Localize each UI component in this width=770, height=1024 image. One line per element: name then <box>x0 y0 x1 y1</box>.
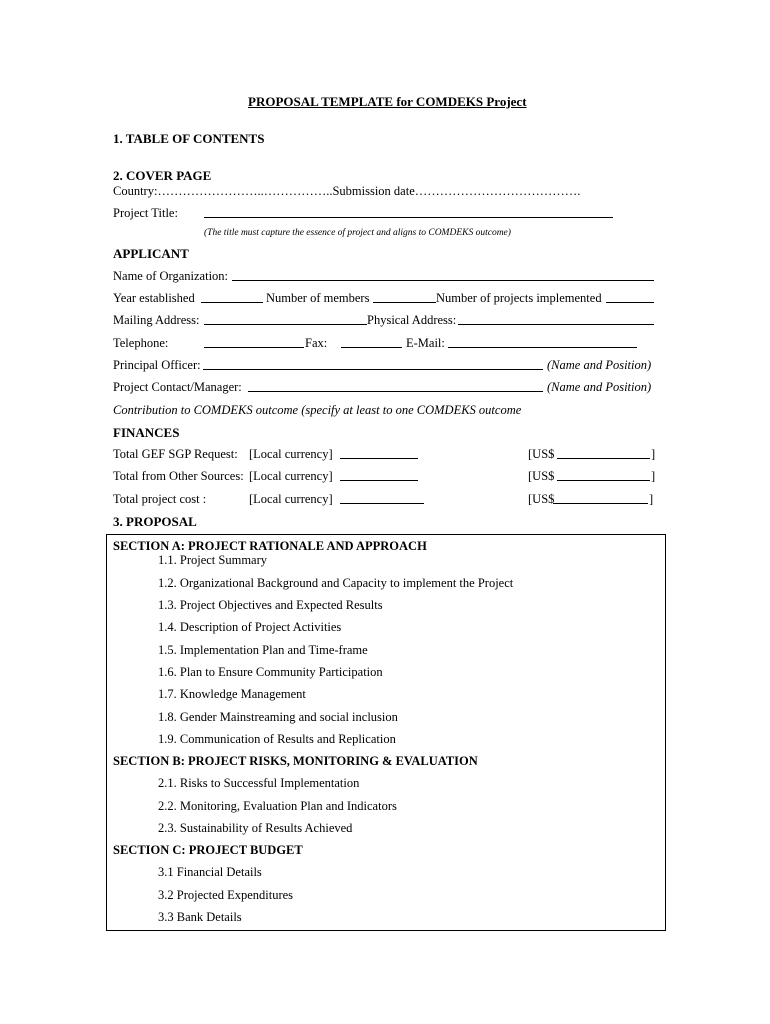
principal-name-position: (Name and Position) <box>547 358 652 372</box>
project-contact-field[interactable] <box>248 391 543 392</box>
section-item: 1.3. Project Objectives and Expected Results <box>158 598 383 612</box>
section-item: 1.9. Communication of Results and Replication <box>158 732 396 746</box>
project-title-note: (The title must capture the essence of project and aligns to COMDEKS outcome) <box>204 228 511 238</box>
telephone-field[interactable] <box>204 347 304 348</box>
members-field[interactable] <box>373 302 436 303</box>
finance-local-currency: [Local currency] <box>249 492 333 506</box>
finance-local-field[interactable] <box>340 480 418 481</box>
cover-page-heading: 2. COVER PAGE <box>113 168 212 183</box>
section-item: 1.6. Plan to Ensure Community Participation <box>158 665 383 679</box>
proposal-heading: 3. PROPOSAL <box>113 514 197 529</box>
finance-us-close: ] <box>651 469 656 483</box>
finance-row-label: Total project cost : <box>113 492 207 506</box>
principal-officer-field[interactable] <box>203 369 543 370</box>
section-item: 1.2. Organizational Background and Capacity to implement the Project <box>158 576 514 590</box>
fax-field[interactable] <box>341 347 402 348</box>
fax-label: Fax: <box>305 336 328 350</box>
country-submission-line: Country:……………………..……………..Submission date…………………………………. <box>113 184 581 198</box>
telephone-label: Telephone: <box>113 336 169 350</box>
email-field[interactable] <box>448 347 637 348</box>
year-established-label: Year established <box>113 291 195 305</box>
section-a-heading: SECTION A: PROJECT RATIONALE AND APPROACH <box>113 539 427 553</box>
finance-us-label: [US$ <box>528 447 555 461</box>
finance-row-label: Total GEF SGP Request: <box>113 447 238 461</box>
section-item: 3.3 Bank Details <box>158 910 242 924</box>
section-item: 1.5. Implementation Plan and Time-frame <box>158 643 368 657</box>
project-contact-label: Project Contact/Manager: <box>113 380 242 394</box>
email-label: E-Mail: <box>406 336 445 350</box>
physical-address-label: Physical Address: <box>367 313 457 327</box>
finance-us-field[interactable] <box>553 503 648 504</box>
finance-local-currency: [Local currency] <box>249 469 333 483</box>
section-item: 2.3. Sustainability of Results Achieved <box>158 821 353 835</box>
principal-officer-label: Principal Officer: <box>113 358 201 372</box>
finance-us-label: [US$ <box>528 492 555 506</box>
physical-address-field[interactable] <box>458 324 654 325</box>
finance-us-label: [US$ <box>528 469 555 483</box>
section-item: 3.1 Financial Details <box>158 865 262 879</box>
organization-field[interactable] <box>232 280 654 281</box>
mailing-address-label: Mailing Address: <box>113 313 200 327</box>
section-item: 1.8. Gender Mainstreaming and social inclusion <box>158 710 398 724</box>
projects-implemented-label: Number of projects implemented <box>436 291 602 305</box>
applicant-heading: APPLICANT <box>113 246 189 261</box>
contact-name-position: (Name and Position) <box>547 380 652 394</box>
members-label: Number of members <box>266 291 370 305</box>
project-title-label: Project Title: <box>113 206 178 220</box>
project-title-field[interactable] <box>204 217 613 218</box>
organization-label: Name of Organization: <box>113 269 229 283</box>
section-c-heading: SECTION C: PROJECT BUDGET <box>113 843 303 857</box>
section-b-heading: SECTION B: PROJECT RISKS, MONITORING & EVALUATION <box>113 754 478 768</box>
finance-us-field[interactable] <box>557 480 650 481</box>
mailing-address-field[interactable] <box>204 324 367 325</box>
finance-us-close: ] <box>649 492 654 506</box>
section-item: 2.2. Monitoring, Evaluation Plan and Indicators <box>158 799 397 813</box>
finances-heading: FINANCES <box>113 425 180 440</box>
finance-row-label: Total from Other Sources: <box>113 469 244 483</box>
year-established-field[interactable] <box>201 302 263 303</box>
finance-us-field[interactable] <box>557 458 650 459</box>
toc-heading: 1. TABLE OF CONTENTS <box>113 131 265 146</box>
section-item: 1.1. Project Summary <box>158 553 268 567</box>
document-title: PROPOSAL TEMPLATE for COMDEKS Project <box>248 94 527 109</box>
section-item: 3.2 Projected Expenditures <box>158 888 294 902</box>
contribution-line: Contribution to COMDEKS outcome (specify at least to one COMDEKS outcome <box>113 403 522 417</box>
finance-local-currency: [Local currency] <box>249 447 333 461</box>
projects-implemented-field[interactable] <box>606 302 654 303</box>
section-item: 1.7. Knowledge Management <box>158 687 306 701</box>
finance-us-close: ] <box>651 447 656 461</box>
section-item: 2.1. Risks to Successful Implementation <box>158 776 360 790</box>
finance-local-field[interactable] <box>340 458 418 459</box>
finance-local-field[interactable] <box>340 503 424 504</box>
section-item: 1.4. Description of Project Activities <box>158 620 342 634</box>
